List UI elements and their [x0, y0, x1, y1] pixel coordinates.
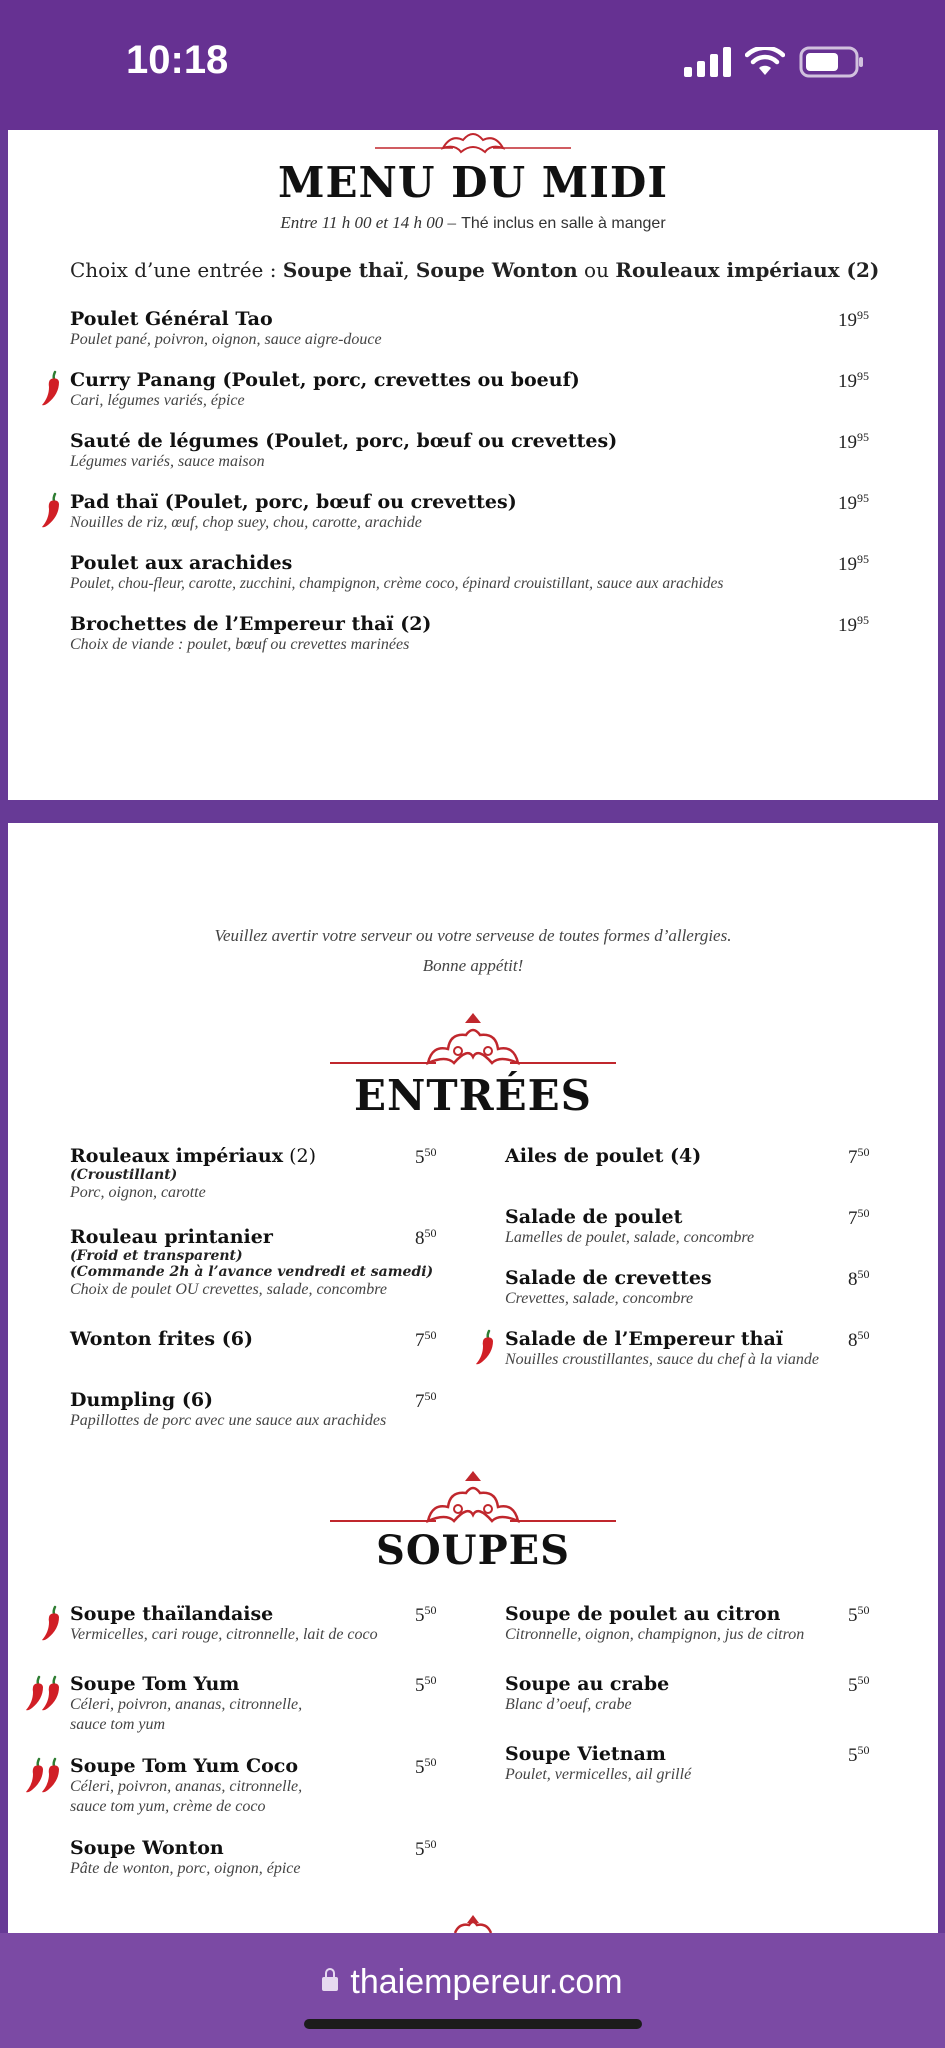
- item-price: $5^{50}$: [415, 1837, 437, 1860]
- menu-item: Ailes de poulet (4): [505, 1145, 702, 1167]
- status-icons: [684, 46, 865, 78]
- url-display[interactable]: [0, 1963, 945, 2002]
- starter-choice: Choix d’une entrée : Soupe thaï, Soupe Wonton ou Rouleaux impériaux (2): [70, 258, 880, 282]
- menu-item: Curry Panang (Poulet, porc, crevettes ou boeuf) Cari, légumes variés, épice: [70, 369, 580, 409]
- item-price: $19^{95}$: [838, 308, 869, 331]
- item-price: $19^{95}$: [838, 430, 869, 453]
- item-price: $5^{50}$: [415, 1145, 437, 1168]
- item-price: $19^{95}$: [838, 369, 869, 392]
- wifi-icon: [745, 47, 785, 77]
- menu-item: Soupe Wonton Pâte de wonton, porc, oignon, épice: [70, 1837, 301, 1877]
- menu-item: Salade de poulet Lamelles de poulet, salade, concombre: [505, 1206, 755, 1246]
- ornament-icon: [443, 1913, 503, 1933]
- chili-pepper-icon: [40, 1605, 64, 1647]
- item-price: $7^{50}$: [848, 1206, 870, 1229]
- menu-item: Poulet Général Tao Poulet pané, poivron, oignon, sauce aigre-douce: [70, 308, 382, 348]
- battery-icon: [799, 46, 865, 78]
- url-domain: thaiempereur.com: [350, 1963, 623, 2001]
- menu-item: Salade de l’Empereur thaï Nouilles croustillantes, sauce du chef à la viande: [505, 1328, 820, 1368]
- item-price: $19^{95}$: [838, 491, 869, 514]
- cellular-signal-icon: [684, 47, 731, 77]
- chili-pepper-icon: [40, 1675, 64, 1717]
- menu-item: Rouleau printanier (Froid et transparent) (Commande 2h à l’avance vendredi et samedi) Choix de poulet OU crevettes, salade, concombre: [70, 1226, 434, 1298]
- browser-url-bar[interactable]: [0, 1933, 945, 2048]
- item-price: $7^{50}$: [415, 1328, 437, 1351]
- lock-icon: [322, 1977, 338, 1991]
- item-price: $5^{50}$: [848, 1603, 870, 1626]
- ornament-icon: [328, 1467, 618, 1527]
- item-price: $7^{50}$: [848, 1145, 870, 1168]
- lunch-menu-page: [8, 130, 938, 800]
- menu-item: Brochettes de l’Empereur thaï (2) Choix de viande : poulet, bœuf ou crevettes marinées: [70, 613, 432, 653]
- ornament-icon: [373, 130, 573, 156]
- chili-pepper-icon: [40, 1757, 64, 1799]
- item-price: $8^{50}$: [848, 1328, 870, 1351]
- menu-item: Soupe de poulet au citron Citronnelle, oignon, champignon, jus de citron: [505, 1603, 805, 1643]
- item-price: $5^{50}$: [848, 1743, 870, 1766]
- allergy-notice: Veuillez avertir votre serveur ou votre serveuse de toutes formes d’allergies. Bonne appétit!: [214, 926, 732, 975]
- soupes-title: SOUPES: [375, 1527, 571, 1574]
- ornament-icon: [328, 1009, 618, 1069]
- menu-item: Soupe thaïlandaise Vermicelles, cari rouge, citronnelle, lait de coco: [70, 1603, 378, 1643]
- menu-item: Dumpling (6) Papillottes de porc avec une sauce aux arachides: [70, 1389, 387, 1429]
- menu-item: Poulet aux arachides Poulet, chou-fleur, carotte, zucchini, champignon, crème coco, épinard crouistillant, sauce aux arachides: [70, 552, 724, 592]
- lunch-hours: Entre 11 h 00 et 14 h 00 – Thé inclus en salle à manger: [280, 213, 666, 232]
- menu-page-entrees-soupes: [8, 823, 938, 1933]
- item-price: $8^{50}$: [415, 1226, 437, 1249]
- menu-item: Rouleaux impériaux (2) (Croustillant) Porc, oignon, carotte: [70, 1145, 316, 1201]
- lunch-title: MENU DU MIDI: [277, 158, 669, 207]
- menu-item: Soupe Vietnam Poulet, vermicelles, ail grillé: [505, 1743, 692, 1783]
- menu-item: Salade de crevettes Crevettes, salade, concombre: [505, 1267, 712, 1307]
- menu-item: Soupe au crabe Blanc d’oeuf, crabe: [505, 1673, 670, 1713]
- chili-pepper-icon: [40, 370, 64, 412]
- item-price: $19^{95}$: [838, 552, 869, 575]
- entrees-title: ENTRÉES: [354, 1071, 592, 1120]
- item-price: $5^{50}$: [415, 1603, 437, 1626]
- item-price: $5^{50}$: [415, 1755, 437, 1778]
- item-price: $19^{95}$: [838, 613, 869, 636]
- chili-pepper-icon: [40, 492, 64, 534]
- status-bar: [0, 0, 945, 130]
- item-price: $5^{50}$: [415, 1673, 437, 1696]
- status-time: 10:18: [126, 38, 229, 82]
- item-price: $5^{50}$: [848, 1673, 870, 1696]
- menu-item: Soupe Tom Yum Coco Céleri, poivron, ananas, citronnelle, sauce tom yum, crème de coco: [70, 1755, 303, 1815]
- menu-item: Sauté de légumes (Poulet, porc, bœuf ou crevettes) Légumes variés, sauce maison: [70, 430, 618, 470]
- menu-item: Soupe Tom Yum Céleri, poivron, ananas, citronnelle, sauce tom yum: [70, 1673, 303, 1733]
- menu-item: Wonton frites (6): [70, 1328, 253, 1350]
- item-price: $8^{50}$: [848, 1267, 870, 1290]
- chili-pepper-icon: [474, 1329, 498, 1371]
- home-indicator[interactable]: [304, 2019, 642, 2029]
- menu-item: Pad thaï (Poulet, porc, bœuf ou crevettes) Nouilles de riz, œuf, chop suey, chou, carotte, arachide: [70, 491, 517, 531]
- item-price: $7^{50}$: [415, 1389, 437, 1412]
